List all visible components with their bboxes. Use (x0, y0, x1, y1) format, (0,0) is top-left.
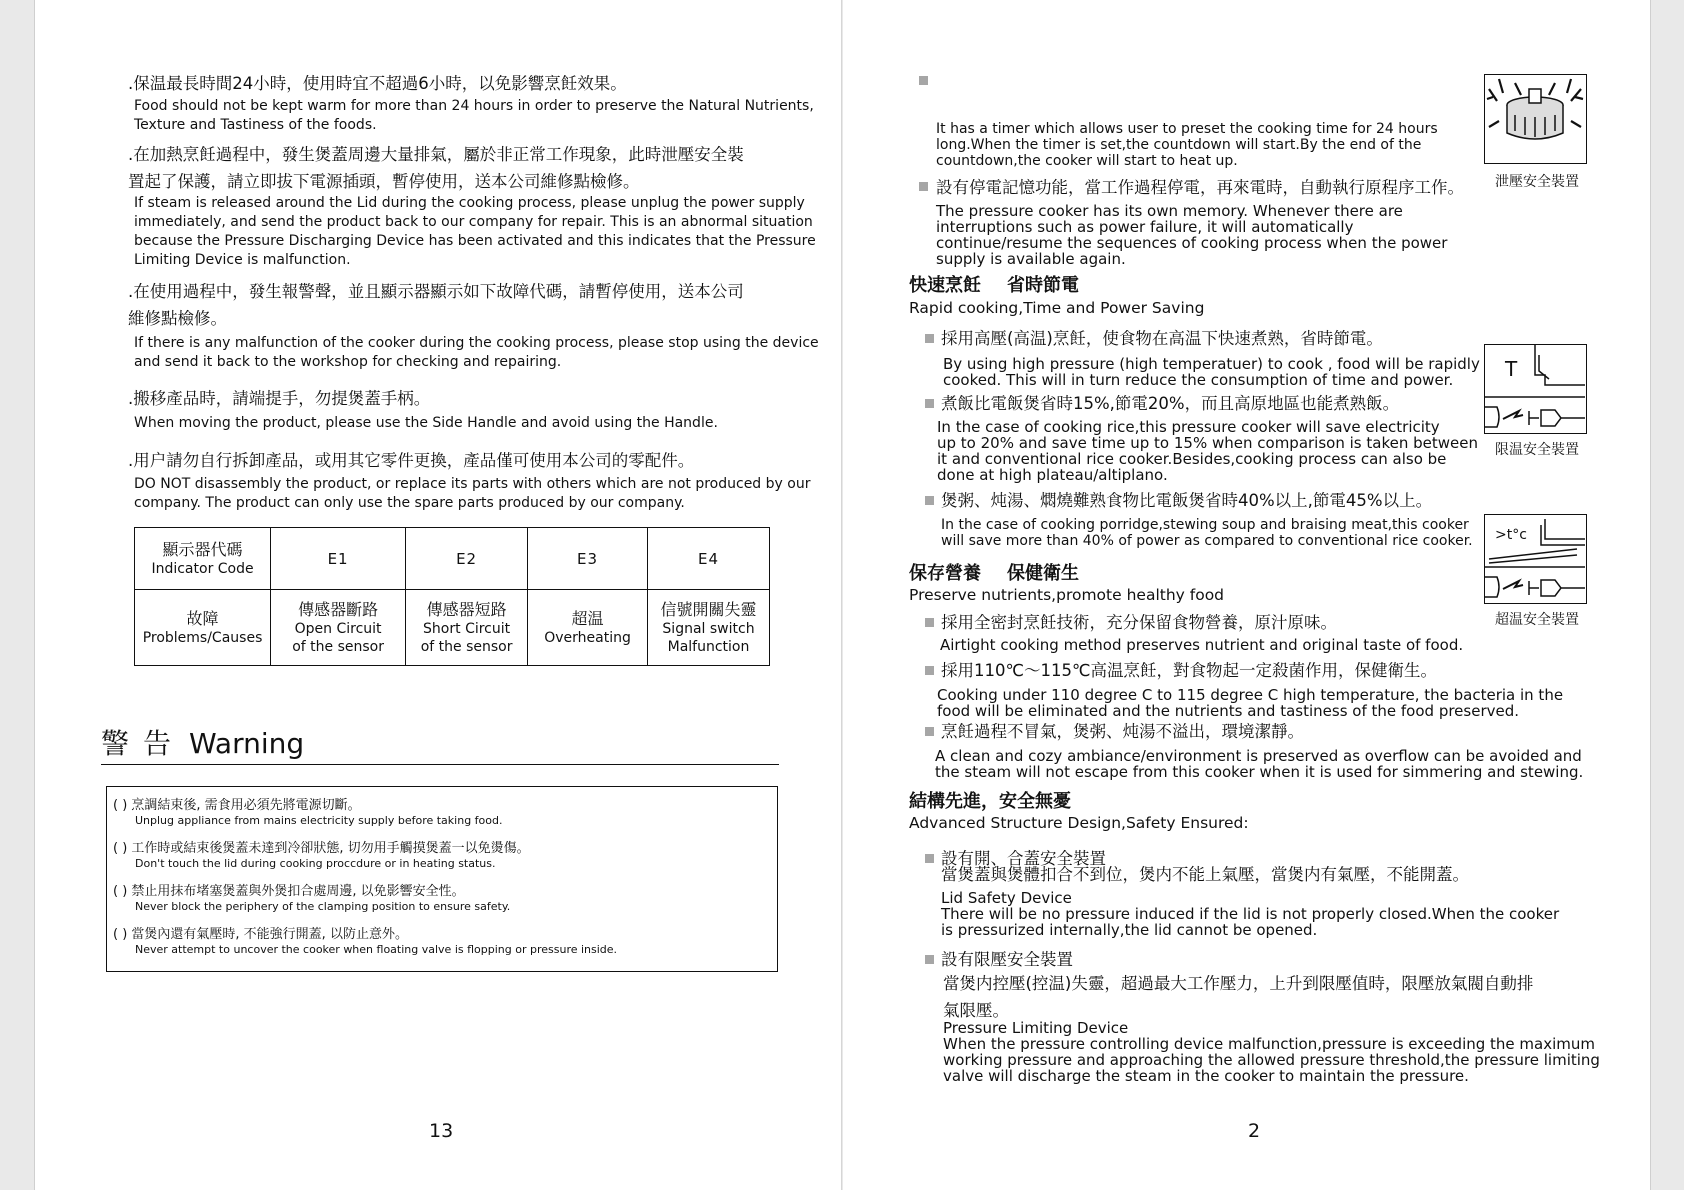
cell-zh: 超温 (571, 609, 604, 628)
code-e4: E4 (648, 528, 770, 590)
text-line: immediately, and send the product back to our company for repair. This is an abnormal situation (134, 214, 813, 230)
text-line: up to 20% and save time up to 15% when comparison is taken between (937, 434, 1478, 452)
bullet-icon (919, 76, 928, 85)
warning-en: Never block the periphery of the clamping position to ensure safety. (135, 900, 511, 913)
cell-en: of the sensor (292, 639, 384, 655)
warning-en: Never attempt to uncover the cooker when floating valve is flopping or pressure inside. (135, 943, 618, 956)
left-p5-en (134, 475, 810, 513)
warning-item (113, 926, 617, 957)
text-line: valve will discharge the steam in the cooker to maintain the pressure. (943, 1067, 1469, 1085)
caption-temperature-limit: 限温安全裝置 (1495, 442, 1579, 458)
s1-item3-en (941, 517, 1473, 549)
warning-zh: ( ) 當煲內還有氣壓時, 不能強行開蓋, 以防止意外。 (113, 927, 408, 942)
text-line: 氣限壓。 (943, 1001, 1009, 1020)
problems-en: Problems/Causes (142, 630, 263, 646)
text-line: 置起了保護，請立即拔下電源插頭，暫停使用，送本公司維修點檢修。 (128, 172, 640, 191)
text-line: company. The product can only use the spare parts produced by our company. (134, 495, 685, 511)
text-line: In the case of cooking porridge,stewing soup and braising meat,this cooker (941, 517, 1469, 533)
table-cell (271, 590, 406, 666)
s3-item2-zh (943, 970, 1533, 1024)
bullet-icon (925, 399, 934, 408)
table-cell (406, 590, 528, 666)
text-line: DO NOT disassembly the product, or replace its parts with others which are not produced by our (134, 476, 811, 492)
section2-heading (909, 562, 1079, 586)
error-code-table (134, 527, 770, 666)
bullet-icon (925, 727, 934, 736)
heading-part: 快速烹飪 (909, 275, 981, 296)
pressure-release-drawing (1485, 75, 1585, 162)
s2-item2-zh: 採用110℃～115℃高温烹飪，對食物起一定殺菌作用，保健衛生。 (941, 661, 1438, 680)
s3-item1-title: 設有開、合蓋安全裝置 (941, 849, 1106, 868)
text-line: By using high pressure (high temperatuer) to cook , food will be rapidly (943, 355, 1480, 373)
bullet-icon (925, 854, 934, 863)
text-line: There will be no pressure induced if the lid is not properly closed.When the cooker (941, 905, 1560, 923)
temperature-limit-drawing (1485, 345, 1585, 432)
s3-item1-zh: 當煲蓋與煲體扣合不到位，煲内不能上氣壓，當煲内有氣壓，不能開蓋。 (941, 865, 1469, 884)
text-line: 維修點檢修。 (128, 309, 227, 328)
code-e2: E2 (406, 528, 528, 590)
problems-zh: 故障 (186, 609, 219, 628)
warning-zh: ( ) 烹調結束後, 需食用必須先將電源切斷。 (113, 798, 361, 813)
section3-heading: 結構先進，安全無憂 (909, 791, 1071, 812)
code-e1: E1 (271, 528, 406, 590)
section3-sub: Advanced Structure Design,Safety Ensured: (909, 814, 1249, 832)
caption-overheat-protection: 超温安全裝置 (1495, 612, 1579, 628)
text-line: because the Pressure Discharging Device has been activated and this indicates that the Pressure (134, 233, 816, 249)
text-line: food will be eliminated and the nutrients and tastiness of the food preserved. (937, 702, 1520, 720)
text-line: and send it back to the workshop for checking and repairing. (134, 354, 562, 370)
s1-item1-zh: 採用高壓(高温)烹飪，使食物在高温下快速煮熟，省時節電。 (941, 329, 1383, 348)
cell-en: Open Circuit (294, 621, 382, 637)
cell-en: Overheating (544, 630, 631, 646)
text-line: In the case of cooking rice,this pressure cooker will save electricity (937, 418, 1440, 436)
table-cell (648, 590, 770, 666)
s1-item2-zh: 煮飯比電飯煲省時15%,節電20%，而且高原地區也能煮熟飯。 (941, 394, 1400, 413)
warning-item (113, 797, 503, 828)
table-cell (528, 590, 648, 666)
text-line: The pressure cooker has its own memory. Whenever there are (936, 202, 1403, 220)
s1-item3-zh: 煲粥、炖湯、燜燒難熟食物比電飯煲省時40%以上,節電45%以上。 (941, 491, 1433, 510)
warning-item (113, 840, 530, 871)
left-p5-zh: .用户請勿自行拆卸產品，或用其它零件更換，產品僅可使用本公司的零配件。 (128, 451, 695, 470)
bullet-icon (925, 496, 934, 505)
section1-heading (909, 274, 1079, 298)
s2-item1-en: Airtight cooking method preserves nutrient and original taste of food. (940, 636, 1464, 654)
table-cell (135, 528, 271, 590)
text-line: it and conventional rice cooker.Besides,cooking process can also be (937, 450, 1447, 468)
text-line: Limiting Device is malfunction. (134, 252, 351, 268)
table-cell (135, 590, 271, 666)
text-line: cooked. This will in turn reduce the consumption of time and power. (943, 371, 1454, 389)
left-page (34, 0, 842, 1190)
left-p1-en (134, 97, 814, 135)
left-p2-zh (128, 141, 744, 195)
bullet-icon (925, 334, 934, 343)
s1-item1-en (943, 356, 1480, 388)
bullet-icon (925, 666, 934, 675)
cell-zh: 信號開關失靈 (660, 600, 757, 619)
text-line: .在加熱烹飪過程中，發生煲蓋周邊大量排氣，屬於非正常工作現象，此時泄壓安全裝 (128, 145, 744, 164)
cell-en: of the sensor (420, 639, 513, 655)
warning-zh: ( ) 禁止用抹布堵塞煲蓋與外煲扣合處周邊, 以免影響安全性。 (113, 884, 465, 899)
text-line: Pressure Limiting Device (943, 1019, 1129, 1037)
overheat-protection-icon (1484, 514, 1587, 604)
warning-en: Unplug appliance from mains electricity supply before taking food. (135, 814, 503, 827)
warning-item (113, 883, 510, 914)
code-e3: E3 (528, 528, 648, 590)
text-line: If there is any malfunction of the cooker during the cooking process, please stop using the device (134, 335, 819, 351)
warning-title-zh: 警告 (101, 727, 186, 760)
text-line: is pressurized internally,the lid cannot be opened. (941, 921, 1318, 939)
heading-part: 省時節電 (1007, 275, 1079, 296)
text-line: working pressure and approaching the allowed pressure threshold,the pressure limiting (943, 1051, 1600, 1069)
bullet-icon (925, 618, 934, 627)
cell-en: Short Circuit (423, 621, 511, 637)
caption-pressure-release: 泄壓安全裝置 (1495, 174, 1579, 190)
s2-item3-en (935, 748, 1583, 780)
timer-text (936, 121, 1438, 169)
indicator-code-zh: 顯示器代碼 (162, 540, 243, 559)
text-line: continue/resume the sequences of cooking process when the power (936, 234, 1448, 252)
memory-en (936, 203, 1447, 267)
temperature-limit-icon (1484, 344, 1587, 434)
left-p1-zh: .保温最長時間24小時，使用時宜不超過6小時，以免影響烹飪效果。 (128, 74, 627, 93)
page-number: 2 (1248, 1120, 1261, 1142)
cell-zh: 傳感器斷路 (298, 600, 379, 619)
text-line: A clean and cozy ambiance/environment is preserved as overflow can be avoided and (935, 747, 1582, 765)
memory-zh: 設有停電記憶功能，當工作過程停電，再來電時，自動執行原程序工作。 (936, 178, 1464, 197)
page-number: 13 (429, 1120, 454, 1142)
heading-part: 保健衛生 (1007, 563, 1079, 584)
text-line: When the pressure controlling device malfunction,pressure is exceeding the maximum (943, 1035, 1596, 1053)
warning-title-en: Warning (189, 727, 305, 760)
warning-box (106, 786, 778, 972)
s1-item2-en (937, 419, 1478, 483)
heading-part: 保存營養 (909, 563, 981, 584)
left-p3-en (134, 334, 819, 372)
cell-zh: 傳感器短路 (426, 600, 507, 619)
temperature-label: T (1505, 357, 1518, 381)
warning-title (101, 726, 304, 762)
s2-item2-en (937, 687, 1563, 719)
text-line: If steam is released around the Lid during the cooking process, please unplug the power supply (134, 195, 805, 211)
s3-item1-en (941, 890, 1559, 938)
text-line: countdown,the cooker will start to heat up. (936, 153, 1238, 169)
indicator-code-en: Indicator Code (151, 561, 254, 577)
text-line: It has a timer which allows user to preset the cooking time for 24 hours (936, 121, 1438, 137)
text-line: done at high plateau/altiplano. (937, 466, 1168, 484)
text-line: Texture and Tastiness of the foods. (134, 117, 377, 133)
s3-item2-en (943, 1020, 1600, 1084)
left-p4-zh: .搬移產品時，請端提手，勿提煲蓋手柄。 (128, 389, 431, 408)
table-row (135, 590, 770, 666)
text-line: .在使用過程中，發生報警聲，並且顯示器顯示如下故障代碼，請暫停使用，送本公司 (128, 282, 744, 301)
text-line: Food should not be kept warm for more than 24 hours in order to preserve the Natural Nutrients, (134, 98, 814, 114)
text-line: Lid Safety Device (941, 889, 1072, 907)
text-line: long.When the timer is set,the countdown will start.By the end of the (936, 137, 1422, 153)
text-line: will save more than 40% of power as compared to conventional rice cooker. (941, 533, 1473, 549)
text-line: 當煲内控壓(控温)失靈，超過最大工作壓力，上升到限壓值時，限壓放氣閥自動排 (943, 974, 1534, 993)
cell-en: Signal switch (662, 621, 755, 637)
text-line: interruptions such as power failure, it will automatically (936, 218, 1354, 236)
section1-sub: Rapid cooking,Time and Power Saving (909, 299, 1205, 317)
warning-divider (101, 764, 779, 765)
text-line: supply is available again. (936, 250, 1126, 268)
text-line: the steam will not escape from this cooker when it is used for simmering and stewing. (935, 763, 1584, 781)
bullet-icon (919, 182, 928, 191)
s2-item3-zh: 烹飪過程不冒氣，煲粥、炖湯不溢出，環境潔靜。 (941, 722, 1304, 741)
cell-en: Malfunction (667, 639, 750, 655)
left-p3-zh (128, 278, 744, 332)
section2-sub: Preserve nutrients,promote healthy food (909, 586, 1225, 604)
text-line: Cooking under 110 degree C to 115 degree C high temperature, the bacteria in the (937, 686, 1564, 704)
left-p2-en (134, 194, 816, 270)
table-row (135, 528, 770, 590)
bullet-icon (925, 955, 934, 964)
right-page (843, 0, 1651, 1190)
left-p4-en: When moving the product, please use the Side Handle and avoid using the Handle. (134, 415, 718, 431)
warning-zh: ( ) 工作時或結束後煲蓋未達到冷卻狀態, 切勿用手觸摸煲蓋一以免燙傷。 (113, 841, 530, 856)
s2-item1-zh: 採用全密封烹飪技術，充分保留食物營養，原汁原味。 (941, 613, 1337, 632)
warning-en: Don't touch the lid during cooking proccdure or in heating status. (135, 857, 496, 870)
overheat-label: >t°c (1495, 527, 1527, 543)
pressure-release-icon (1484, 74, 1587, 164)
s3-item2-title: 設有限壓安全裝置 (941, 950, 1073, 969)
